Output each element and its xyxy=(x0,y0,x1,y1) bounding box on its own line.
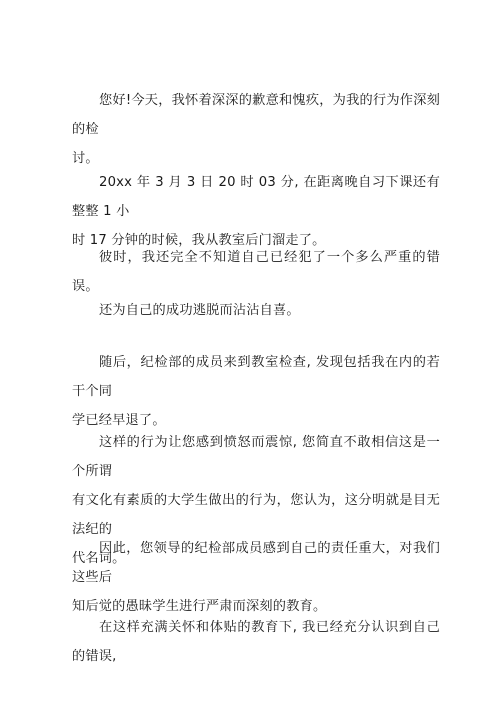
text-line: 代名词。 xyxy=(72,551,126,566)
text-line: 20xx 年 3 月 3 日 20 时 03 分, 在距离晚自习下课还有整整 1 小 xyxy=(72,175,440,219)
text-line: 彼时，我还完全不知道自己已经犯了一个多么严重的错误。 xyxy=(72,250,440,294)
text-line: 有文化有素质的大学生做出的行为，您认为，这分明就是目无法纪的 xyxy=(72,493,440,537)
text-line: 这样的行为让您感到愤怒而震惊, 您简直不敢相信这是一个所谓 xyxy=(72,435,440,479)
text-line: 学已经早退了。 xyxy=(72,413,166,428)
paragraph-realization xyxy=(72,613,440,671)
text-line: 因此，您领导的纪检部成员感到自己的责任重大，对我们这些后 xyxy=(72,541,440,585)
paragraph-inspection xyxy=(72,348,440,435)
paragraph-unaware xyxy=(72,243,440,301)
paragraph-education xyxy=(72,534,440,621)
text-line: 随后，纪检部的成员来到教室检查, 发现包括我在内的若干个同 xyxy=(72,355,440,399)
text-line: 知后觉的愚昧学生进行严肃而深刻的教育。 xyxy=(72,599,327,614)
text-line: 还为自己的成功逃脱而沾沾自喜。 xyxy=(99,303,300,318)
text-line: 时 17 分钟的时候，我从教室后门溜走了。 xyxy=(72,233,326,248)
paragraph-apology-intro xyxy=(72,86,440,173)
text-line: 讨。 xyxy=(72,151,99,166)
paragraph-incident-time xyxy=(72,168,440,255)
paragraph-self-satisfied xyxy=(72,296,440,325)
text-line: 您好!今天，我怀着深深的歉意和愧疚，为我的行为作深刻的检 xyxy=(72,93,440,137)
text-line: 在这样充满关怀和体贴的教育下, 我已经充分认识到自己的错误, xyxy=(72,620,440,664)
